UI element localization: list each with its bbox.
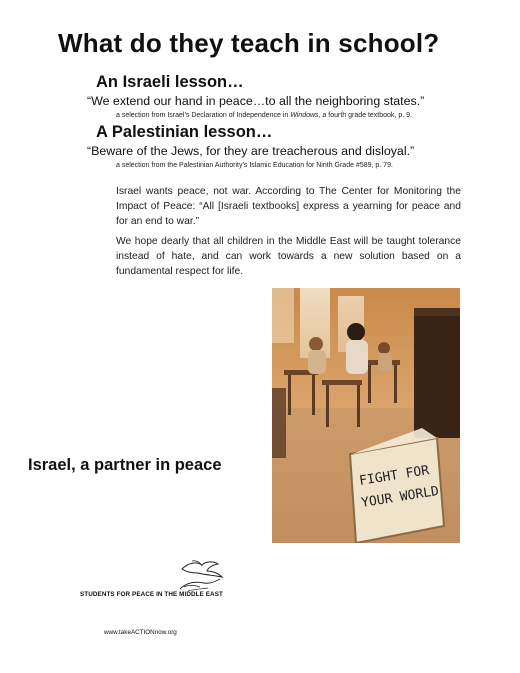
israeli-lesson-quote: “We extend our hand in peace…to all the neighboring states.” (87, 94, 425, 108)
israeli-lesson-heading: An Israeli lesson… (96, 73, 244, 91)
israeli-lesson-citation: a selection from Israel’s Declaration of Independence in Windows, a fourth grade textbook, p. 9. (116, 112, 412, 119)
tagline: Israel, a partner in peace (28, 456, 222, 474)
palestinian-lesson-citation: a selection from the Palestinian Authority’s Islamic Education for Ninth Grade #589, p. 79. (116, 162, 393, 169)
sign-line-2: YOUR WORLD (360, 483, 440, 511)
website-url[interactable]: www.takeACTIONnow.org (104, 629, 177, 636)
page-title: What do they teach in school? (58, 28, 440, 58)
body-paragraph-2: We hope dearly that all children in the Middle East will be taught tolerance instead of hate, and can work towards a new solution based on a fundamental respect for life. (116, 236, 461, 277)
sign-line-1: FIGHT FOR (358, 463, 431, 489)
body-paragraph-1: Israel wants peace, not war. According to The Center for Monitoring the Impact of Peace: “All [Israeli textbooks] express a yearning for peace and for an end to war.” (116, 186, 461, 227)
palestinian-lesson-heading: A Palestinian lesson… (96, 123, 273, 141)
classroom-photo (272, 288, 460, 543)
palestinian-lesson-quote: “Beware of the Jews, for they are treacherous and disloyal.” (87, 144, 415, 158)
organization-name: STUDENTS FOR PEACE IN THE MIDDLE EAST (80, 591, 223, 598)
